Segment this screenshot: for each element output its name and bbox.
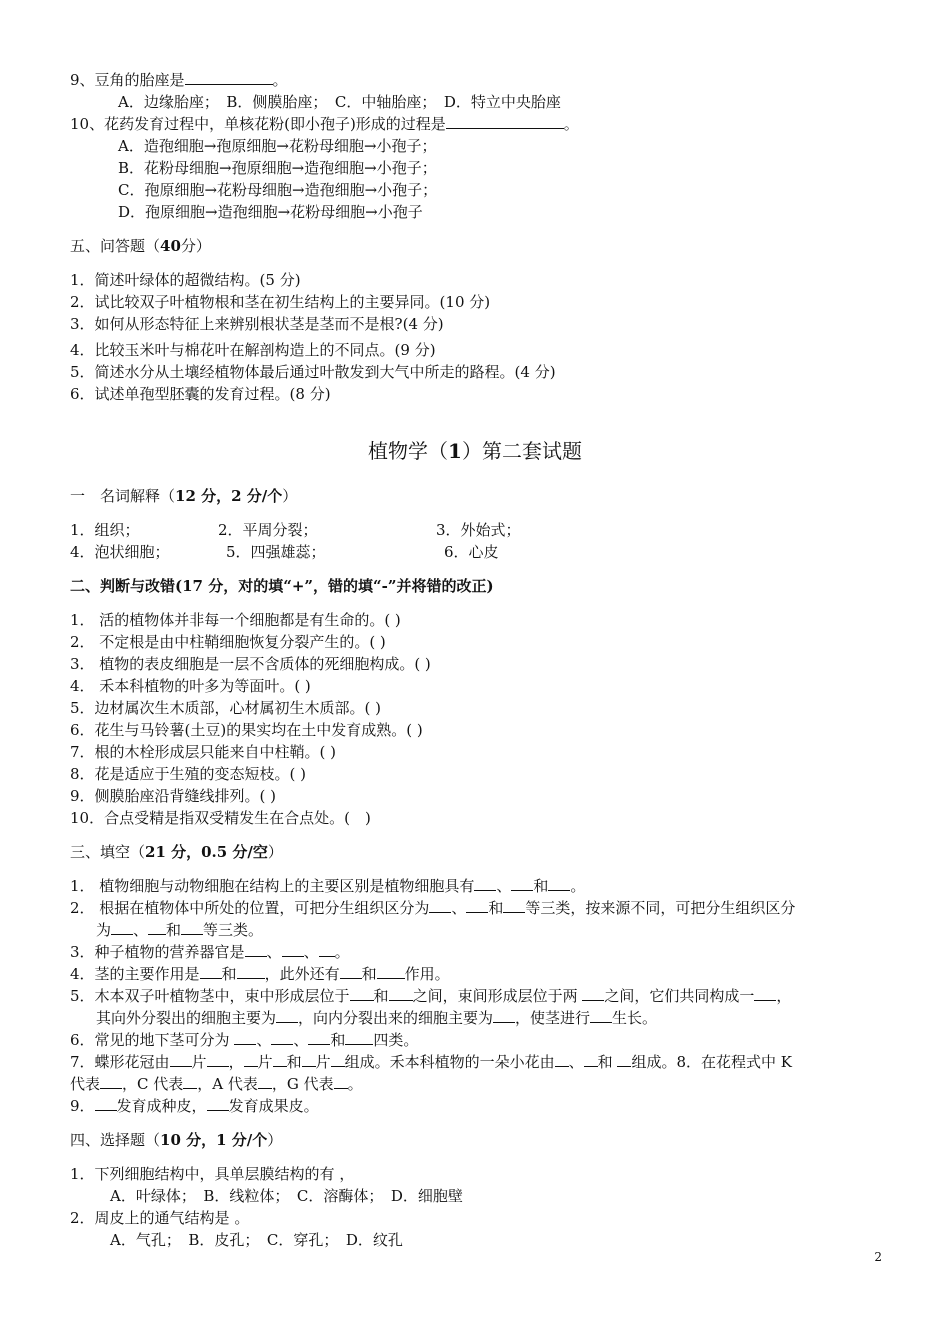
fill-text: ， (228, 1053, 244, 1071)
answer-blank (334, 1074, 348, 1089)
judge-item: 5．边材属次生木质部，心材属初生木质部。( ) (70, 699, 382, 717)
option-d: D．孢原细胞→造孢细胞→花粉母细胞→小孢子 (118, 203, 423, 221)
answer-blank (183, 1074, 197, 1089)
answer-blank (350, 986, 374, 1001)
section-label: 二、判断与改错(17 分，对的填“+”，错的填“-”并将错的改正) (70, 577, 494, 595)
fill-text: 为 (96, 921, 112, 939)
judge-item: 8．花是适应于生殖的变态短枝。( ) (70, 765, 307, 783)
fill-text: 1． 植物细胞与动物细胞在结构上的主要区别是植物细胞具有 (70, 877, 475, 895)
answer-blank (617, 1052, 631, 1067)
fill-text: ，此外还有 (264, 965, 340, 983)
judge-item: 9．侧膜胎座沿背缝线排列。( ) (70, 787, 277, 805)
section-suffix: ） (267, 1131, 283, 1149)
answer-blank (389, 986, 413, 1001)
essay-question: 2．试比较双子叶植物根和茎在初生结构上的主要异同。(10 分) (70, 293, 491, 311)
answer-blank (276, 1008, 298, 1023)
answer-blank (429, 898, 451, 913)
essay-question: 3．如何从形态特征上来辨别根状茎是茎而不是根?(4 分) (70, 315, 444, 333)
answer-blank (511, 876, 533, 891)
page-number: 2 (874, 1250, 882, 1264)
answer-blank (345, 1030, 373, 1045)
section-2-header (70, 576, 494, 596)
fill-text: 4．茎的主要作用是 (70, 965, 200, 983)
choice-question: 2．周皮上的通气结构是 。 (70, 1209, 250, 1227)
answer-blank (200, 964, 222, 979)
option-c: C．孢原细胞→花粉母细胞→造孢细胞→小孢子； (118, 181, 438, 199)
fill-text: 之间，束间形成层位于两 (412, 987, 583, 1005)
answer-blank (319, 942, 335, 957)
fill-text: 等三类。 (203, 921, 264, 939)
fill-text: 和 (221, 965, 237, 983)
fill-text: 、 (256, 1031, 272, 1049)
answer-blank (754, 986, 776, 1001)
section-3-header (70, 842, 283, 862)
term-item: 6．心皮 (444, 543, 499, 561)
term-row (70, 520, 670, 540)
question-9 (70, 70, 288, 90)
fill-text: 6．常见的地下茎可分为 (70, 1031, 235, 1049)
fill-text: ， (776, 987, 792, 1005)
term-item: 1．组织； (70, 521, 140, 539)
fill-text: 作用。 (404, 965, 450, 983)
fill-text: 3．种子植物的营养器官是 (70, 943, 245, 961)
answer-blank (582, 986, 604, 1001)
fill-item-cont (70, 1074, 363, 1094)
answer-blank (466, 898, 488, 913)
punct: 。 (272, 71, 288, 89)
fill-text: 组成。禾本科植物的一朵小花由 (344, 1053, 555, 1071)
judge-item: 1． 活的植物体并非每一个细胞都是有生命的。( ) (70, 611, 401, 629)
judge-item: 3． 植物的表皮细胞是一层不含质体的死细胞构成。( ) (70, 655, 431, 673)
fill-text: 。 (347, 1075, 363, 1093)
section-label: 五、问答题（ (70, 237, 161, 255)
judge-item: 7．根的木栓形成层只能来自中柱鞘。( ) (70, 743, 337, 761)
title-number: 1 (448, 439, 462, 463)
answer-blank (446, 114, 564, 129)
answer-blank (308, 1030, 330, 1045)
fill-text: 片 (191, 1053, 207, 1071)
fill-text: ，A 代表 (197, 1075, 258, 1093)
fill-item-cont (96, 920, 263, 940)
fill-text: 代表 (70, 1075, 101, 1093)
answer-blank (207, 1096, 229, 1111)
fill-text: 、 (568, 1053, 584, 1071)
answer-blank (340, 964, 362, 979)
answer-blank (331, 1052, 345, 1067)
fill-item (70, 876, 585, 896)
judge-item: 4． 禾本科植物的叶多为等面叶。( ) (70, 677, 311, 695)
answer-blank (185, 70, 273, 85)
essay-question: 4．比较玉米叶与棉花叶在解剖构造上的不同点。(9 分) (70, 341, 436, 359)
answer-blank (244, 1052, 258, 1067)
answer-blank (148, 920, 166, 935)
fill-text: 和 (330, 1031, 346, 1049)
question-9-text: 9、豆角的胎座是 (70, 71, 185, 89)
fill-item (70, 964, 450, 984)
answer-blank (234, 1030, 256, 1045)
term-row (70, 542, 670, 562)
term-item: 3．外始式； (436, 521, 521, 539)
answer-blank (245, 942, 267, 957)
fill-text: 和 (166, 921, 182, 939)
section-score: 40 (160, 237, 181, 255)
fill-text: 、 (451, 899, 467, 917)
choice-options: A．气孔； B．皮孔； C．穿孔； D．纹孔 (110, 1231, 403, 1249)
fill-text: 5．木本双子叶植物茎中，束中形成层位于 (70, 987, 350, 1005)
fill-text: ，C 代表 (122, 1075, 184, 1093)
question-10 (70, 114, 579, 134)
answer-blank (302, 1052, 316, 1067)
fill-item (70, 898, 795, 918)
essay-question: 6．试述单孢型胚囊的发育过程。(8 分) (70, 385, 331, 403)
section-suffix: 分） (180, 237, 211, 255)
fill-text: 、 (293, 1031, 309, 1049)
answer-blank (111, 920, 133, 935)
answer-blank (282, 942, 304, 957)
answer-blank (548, 876, 570, 891)
answer-blank (555, 1052, 569, 1067)
section-suffix: ） (282, 487, 298, 505)
fill-text: 四类。 (373, 1031, 419, 1049)
title-suffix: ）第二套试题 (461, 439, 582, 463)
fill-text: 、 (303, 943, 319, 961)
fill-text: 和 (488, 899, 504, 917)
fill-text: 、 (133, 921, 149, 939)
answer-blank (258, 1074, 272, 1089)
section-score: 12 分，2 分/个 (175, 487, 283, 505)
answer-blank (237, 964, 265, 979)
fill-text: 其向外分裂出的细胞主要为 (96, 1009, 277, 1027)
fill-text: 。 (334, 943, 350, 961)
fill-text: 和 (597, 1053, 618, 1071)
answer-blank (95, 1096, 117, 1111)
fill-text: 之间，它们共同构成一 (604, 987, 755, 1005)
page-title (0, 437, 950, 465)
fill-text: ，向内分裂出来的细胞主要为 (298, 1009, 494, 1027)
choice-options: A．叶绿体； B．线粒体； C．溶酶体； D．细胞壁 (110, 1187, 463, 1205)
essay-question: 5．简述水分从土壤经植物体最后通过叶散发到大气中所走的路程。(4 分) (70, 363, 556, 381)
fill-text: 、 (266, 943, 282, 961)
answer-blank (181, 920, 203, 935)
fill-text: 片 (257, 1053, 273, 1071)
fill-text: ，G 代表 (271, 1075, 334, 1093)
choice-question: 1．下列细胞结构中，具单层膜结构的有 ， (70, 1165, 355, 1183)
term-item: 2．平周分裂； (218, 521, 318, 539)
question-10-text: 10、花药发育过程中，单核花粉(即小孢子)形成的过程是 (70, 115, 446, 133)
section-suffix: ） (267, 843, 283, 861)
fill-item (70, 1096, 319, 1116)
answer-blank (271, 1030, 293, 1045)
fill-text: 2． 根据在植物体中所处的位置，可把分生组织区分为 (70, 899, 430, 917)
fill-item-cont (96, 1008, 657, 1028)
fill-item (70, 1052, 792, 1072)
fill-text: 和 (286, 1053, 302, 1071)
fill-item (70, 942, 350, 962)
answer-blank (207, 1052, 229, 1067)
fill-text: 片 (315, 1053, 331, 1071)
term-item: 5．四强雄蕊； (226, 543, 326, 561)
fill-text: 发育成果皮。 (228, 1097, 319, 1115)
judge-item: 2． 不定根是由中柱鞘细胞恢复分裂产生的。( ) (70, 633, 386, 651)
fill-text: 、 (496, 877, 512, 895)
option-b: B．花粉母细胞→孢原细胞→造孢细胞→小孢子； (118, 159, 437, 177)
question-9-options: A．边缘胎座； B．侧膜胎座； C．中轴胎座； D．特立中央胎座 (118, 93, 561, 111)
fill-text: 和 (373, 987, 389, 1005)
section-4-header (70, 1130, 282, 1150)
section-score: 10 分，1 分/个 (160, 1131, 268, 1149)
term-item: 4．泡状细胞； (70, 543, 170, 561)
judge-item: 10．合点受精是指双受精发生在合点处。( ) (70, 809, 371, 827)
fill-text: 发育成种皮， (116, 1097, 207, 1115)
section-label: 四、选择题（ (70, 1131, 161, 1149)
option-a: A．造孢细胞→孢原细胞→花粉母细胞→小孢子； (118, 137, 437, 155)
answer-blank (474, 876, 496, 891)
fill-text: 。 (570, 877, 586, 895)
fill-text: 7．蝶形花冠由 (70, 1053, 170, 1071)
answer-blank (170, 1052, 192, 1067)
fill-text: ，使茎进行 (515, 1009, 591, 1027)
section-label: 一 名词解释（ (70, 487, 176, 505)
fill-text: 组成。8．在花程式中 K (631, 1053, 792, 1071)
answer-blank (377, 964, 405, 979)
section-score: 21 分，0.5 分/空 (145, 843, 268, 861)
title-prefix: 植物学（ (368, 439, 449, 463)
fill-text: 和 (533, 877, 549, 895)
section-5-header (70, 236, 211, 256)
fill-text: 生长。 (612, 1009, 658, 1027)
fill-text: 9． (70, 1097, 95, 1115)
essay-question: 1．简述叶绿体的超微结构。(5 分) (70, 271, 301, 289)
answer-blank (493, 1008, 515, 1023)
answer-blank (503, 898, 525, 913)
section-1-header (70, 486, 297, 506)
fill-text: 和 (361, 965, 377, 983)
answer-blank (590, 1008, 612, 1023)
punct: 。 (563, 115, 579, 133)
fill-item (70, 986, 791, 1006)
answer-blank (100, 1074, 122, 1089)
judge-item: 6．花生与马铃薯(土豆)的果实均在土中发育成熟。( ) (70, 721, 423, 739)
fill-item (70, 1030, 418, 1050)
answer-blank (273, 1052, 287, 1067)
answer-blank (584, 1052, 598, 1067)
section-label: 三、填空（ (70, 843, 146, 861)
fill-text: 等三类，按来源不同，可把分生组织区分 (525, 899, 796, 917)
